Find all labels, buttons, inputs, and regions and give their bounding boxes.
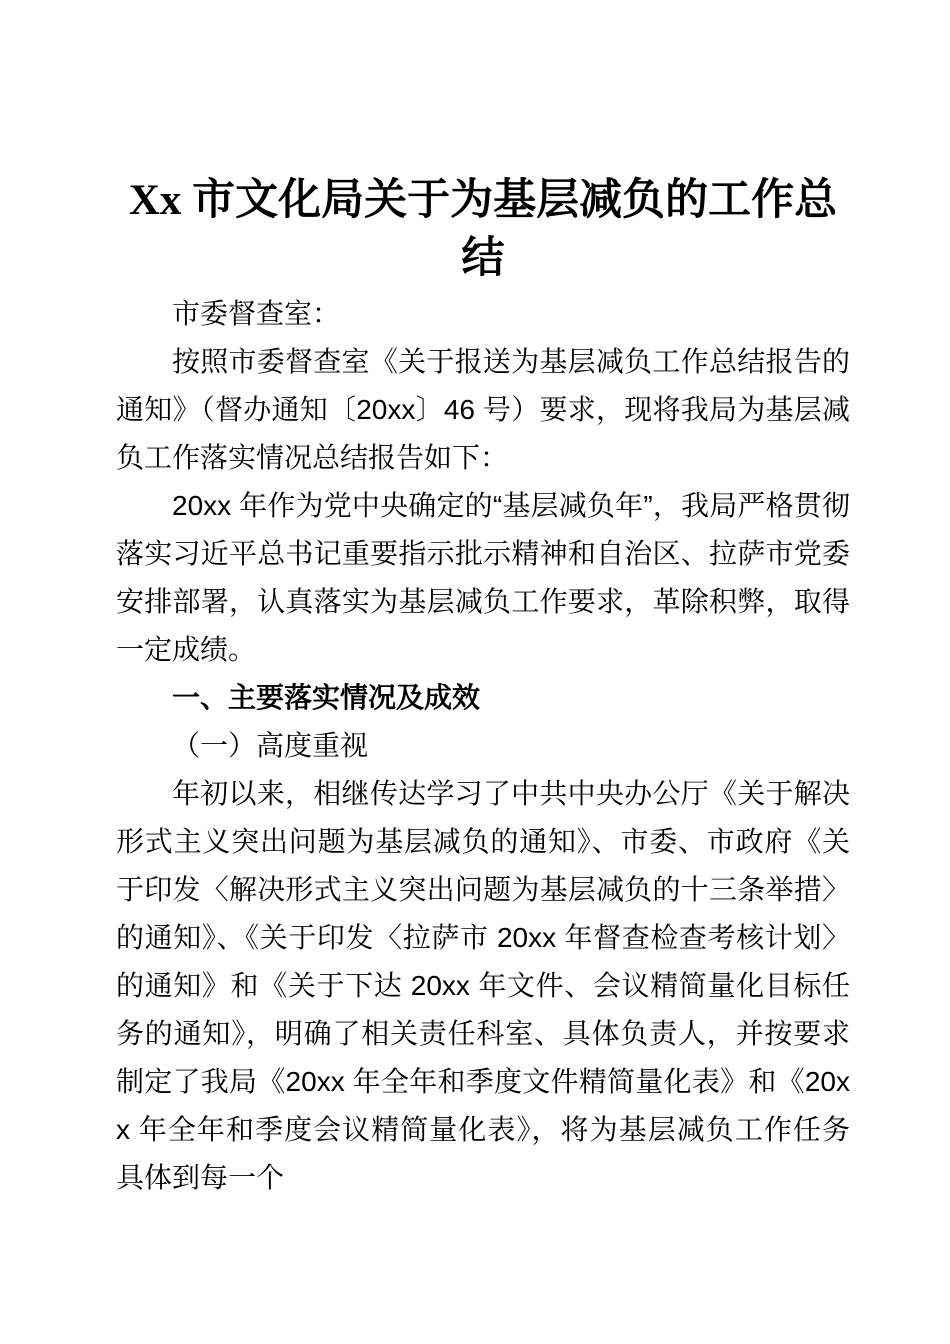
document-body	[116, 290, 850, 1202]
paragraph-salutation: 市委督查室：	[172, 298, 341, 329]
paragraph-body: 年初以来，相继传达学习了中共中央办公厅《关于解决形式主义突出问题为基层减负的通知》、市委、市政府《关于印发〈解决形式主义突出问题为基层减负的十三条举措〉的通知》、《关于印发〈拉萨市 20xx 年督查检查考核计划〉的通知》和《关于下达 20xx 年文件、会议精简量化目标任务的通知》，明确了相关责任科室、具体负责人，并按要求制定了我局《20xx 年全年和季度文件精简量化表》和《20xx 年全年和季度会议精简量化表》，将为基层减负工作任务具体到每一个	[116, 778, 850, 1193]
paragraph-body: 20xx 年作为党中央确定的“基层减负年”，我局严格贯彻落实习近平总书记重要指示批示精神和自治区、拉萨市党委安排部署，认真落实为基层减负工作要求，革除积弊，取得一定成绩。	[116, 490, 850, 665]
paragraph-body: 按照市委督查室《关于报送为基层减负工作总结报告的通知》（督办通知〔20xx〕46 号）要求，现将我局为基层减负工作落实情况总结报告如下：	[116, 346, 850, 473]
paragraph-heading1: 一、主要落实情况及成效	[172, 682, 481, 713]
document-title: Xx 市文化局关于为基层减负的工作总结	[128, 177, 838, 282]
paragraph-heading2: （一）高度重视	[172, 730, 369, 761]
